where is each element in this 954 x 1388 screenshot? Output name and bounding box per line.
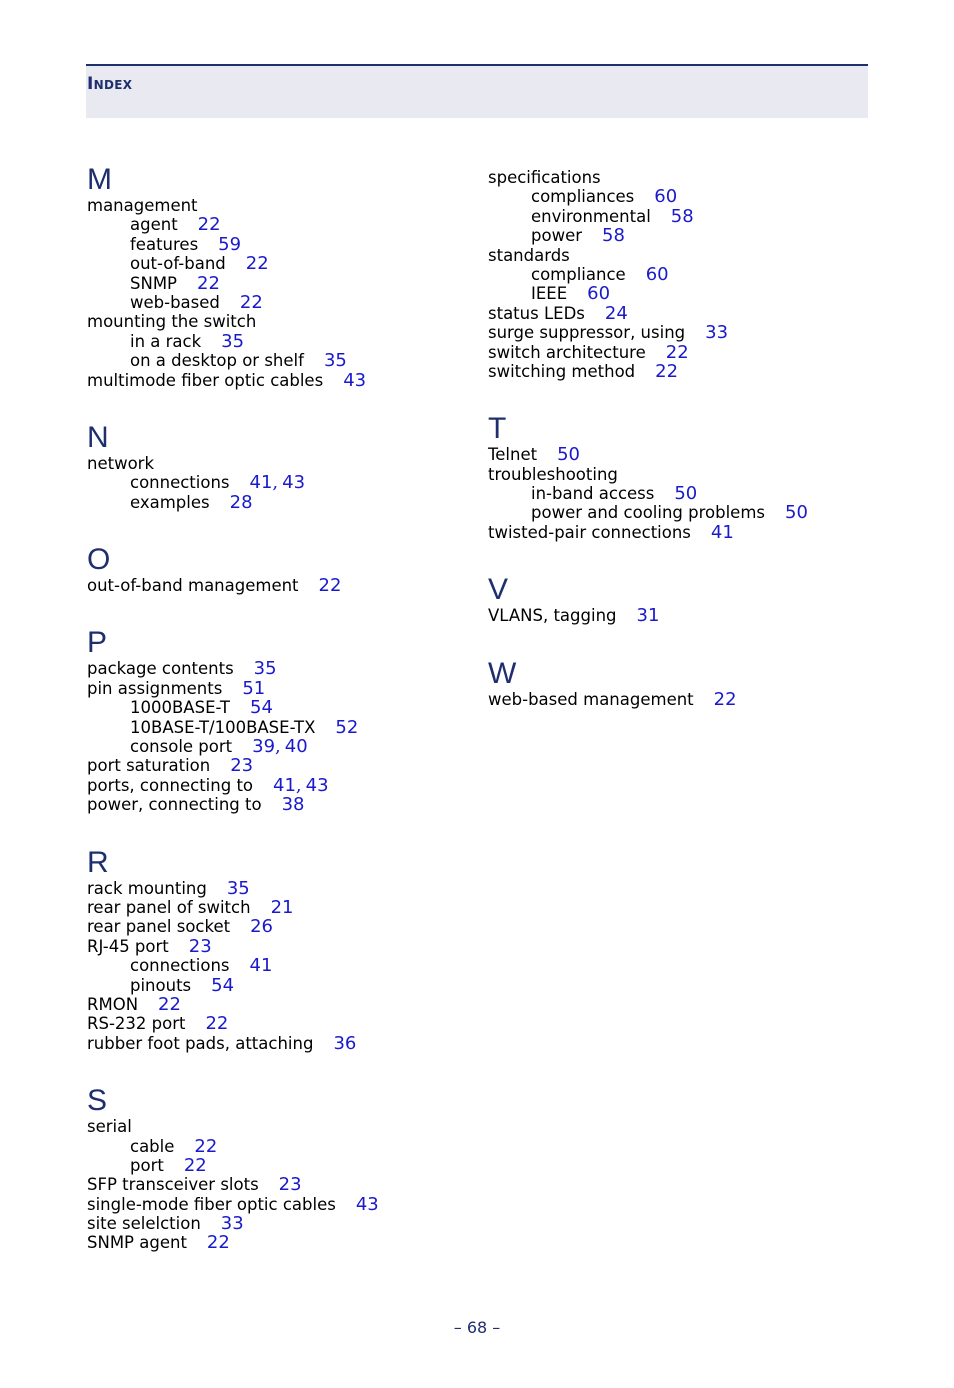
index-subentry: [488, 265, 868, 284]
index-subentry: [488, 484, 868, 503]
index-entry: [87, 454, 467, 473]
page-references: [230, 756, 253, 775]
index-entry: [87, 371, 467, 390]
entry-term: IEEE: [531, 284, 568, 304]
page-link[interactable]: 59: [218, 233, 242, 255]
entry-term: in-band access: [531, 484, 655, 504]
index-entry: [488, 690, 868, 709]
index-subentry: [87, 718, 467, 737]
entry-term: management: [87, 196, 198, 215]
entry-term: connections: [130, 473, 230, 493]
page-link[interactable]: 33: [220, 1213, 244, 1235]
page-references: [319, 576, 342, 595]
index-subentry: [87, 1156, 467, 1175]
page-link[interactable]: 22: [206, 1232, 230, 1254]
entry-term: standards: [488, 245, 570, 265]
page-link[interactable]: 43: [305, 774, 329, 796]
entry-term: rear panel of switch: [87, 897, 251, 917]
entry-term: environmental: [531, 206, 651, 226]
index-subentry: [87, 215, 467, 234]
page-link[interactable]: 26: [250, 916, 273, 938]
page-link[interactable]: 22: [194, 1135, 218, 1157]
entry-term: switching method: [488, 361, 636, 381]
page-references: [273, 776, 329, 795]
index-section: [488, 656, 868, 709]
page-link[interactable]: 22: [713, 688, 737, 710]
index-entry: [87, 756, 467, 775]
page-link[interactable]: 23: [230, 755, 254, 777]
index-entry: [87, 995, 467, 1014]
index-entry: [488, 362, 868, 381]
index-subentry: [87, 493, 467, 512]
page-link[interactable]: 35: [253, 658, 277, 680]
page-references: [714, 690, 737, 709]
index-subentry: [488, 503, 868, 522]
page-link[interactable]: 60: [654, 186, 678, 208]
entry-term: RS-232 port: [87, 1014, 186, 1034]
page-link[interactable]: 22: [239, 291, 263, 313]
page-references: [230, 493, 253, 512]
entry-term: web-based: [130, 292, 220, 312]
page-references: [227, 879, 250, 898]
index-entry: [488, 523, 868, 542]
page-link[interactable]: 39: [252, 736, 276, 758]
entry-term: ports, connecting to: [87, 775, 254, 795]
entry-term: console port: [130, 737, 233, 757]
page-references: [250, 698, 273, 717]
page-separator: ,: [272, 472, 279, 494]
index-subentry: [87, 254, 467, 273]
entry-term: twisted-pair connections: [488, 522, 691, 542]
page-references: [557, 445, 580, 464]
index-section: [488, 168, 868, 381]
page-references: [221, 1214, 244, 1233]
index-entry: [488, 606, 868, 625]
page-separator: ,: [275, 736, 281, 758]
index-subentry: [87, 698, 467, 717]
page-link[interactable]: 43: [282, 472, 306, 494]
page-references: [785, 503, 808, 522]
page-link[interactable]: 33: [705, 322, 729, 344]
index-entry: [87, 776, 467, 795]
page-references: [218, 235, 241, 254]
page-separator: ,: [295, 774, 302, 796]
entry-term: network: [87, 453, 155, 473]
entry-term: compliance: [531, 264, 626, 284]
page-references: [254, 659, 277, 678]
index-subentry: [87, 737, 467, 756]
page-references: [271, 898, 294, 917]
entry-term: SFP transceiver slots: [87, 1175, 259, 1195]
page-references: [158, 995, 181, 1014]
entry-term: Telnet: [488, 445, 538, 465]
page-link[interactable]: 36: [333, 1032, 357, 1054]
index-subentry: [87, 1137, 467, 1156]
index-entry: [87, 1014, 467, 1033]
index-header-title: Index: [87, 74, 133, 94]
entry-term: SNMP: [130, 273, 178, 293]
section-letter: O: [87, 543, 111, 577]
entry-term: out-of-band: [130, 254, 226, 274]
entry-term: status LEDs: [488, 303, 585, 323]
index-subentry: [87, 235, 467, 254]
entry-term: power, connecting to: [87, 795, 262, 815]
page-link[interactable]: 51: [242, 677, 266, 699]
section-letter: W: [488, 656, 517, 690]
page-link[interactable]: 40: [284, 736, 308, 758]
index-entry: [87, 937, 467, 956]
page-number: – 68 –: [453, 1318, 501, 1337]
index-entry: [87, 1117, 467, 1136]
page-references: [242, 679, 265, 698]
entry-term: troubleshooting: [488, 464, 618, 484]
index-subentry: [87, 274, 467, 293]
section-letter: P: [87, 626, 108, 660]
page-link[interactable]: 22: [205, 1013, 229, 1035]
index-entry: [488, 168, 868, 187]
page-link[interactable]: 41: [710, 521, 734, 543]
index-entry: [87, 1034, 467, 1053]
page-references: [666, 343, 689, 362]
index-entry: [87, 795, 467, 814]
page-references: [587, 284, 610, 303]
page-references: [194, 1137, 217, 1156]
entry-term: connections: [130, 956, 230, 976]
page-link[interactable]: 60: [587, 283, 611, 305]
page-link[interactable]: 24: [604, 302, 628, 324]
page-references: [205, 1014, 228, 1033]
entry-term: RJ-45 port: [87, 936, 169, 956]
index-entry: [87, 312, 467, 331]
index-entry: [87, 1175, 467, 1194]
entry-term: surge suppressor, using: [488, 323, 686, 343]
index-entry: [488, 323, 868, 342]
page-link[interactable]: 28: [229, 491, 253, 513]
page-link[interactable]: 43: [355, 1193, 379, 1215]
page-link[interactable]: 22: [197, 214, 221, 236]
page-link[interactable]: 22: [245, 253, 269, 275]
entry-term: 1000BASE-T: [130, 698, 231, 718]
entry-term: compliances: [531, 187, 635, 207]
entry-term: mounting the switch: [87, 312, 257, 332]
section-letter: V: [488, 573, 509, 607]
page-link[interactable]: 50: [674, 483, 698, 505]
index-entry: [87, 659, 467, 678]
entry-term: features: [130, 234, 199, 254]
index-entry: [87, 898, 467, 917]
page-link[interactable]: 50: [557, 444, 580, 466]
section-letter: N: [87, 420, 109, 454]
entry-term: out-of-band management: [87, 576, 299, 596]
entry-term: VLANS, tagging: [488, 606, 617, 626]
page-link[interactable]: 58: [670, 205, 694, 227]
entry-term: single-mode fiber optic cables: [87, 1194, 336, 1214]
index-subentry: [87, 976, 467, 995]
page-link[interactable]: 52: [335, 716, 359, 738]
entry-term: port saturation: [87, 756, 211, 776]
page-references: [211, 976, 234, 995]
page-link[interactable]: 31: [636, 605, 660, 627]
index-entry: [488, 465, 868, 484]
entry-term: rear panel socket: [87, 917, 231, 937]
index-section: [87, 845, 467, 1054]
index-section: [87, 1083, 467, 1253]
entry-term: serial: [87, 1117, 132, 1137]
page-references: [282, 795, 305, 814]
page-link[interactable]: 41: [249, 472, 273, 494]
index-subentry: [87, 473, 467, 492]
page-link[interactable]: 22: [655, 360, 679, 382]
page-references: [605, 304, 628, 323]
page-link[interactable]: 35: [226, 877, 250, 899]
page-link[interactable]: 22: [158, 993, 181, 1015]
page-link[interactable]: 38: [281, 794, 305, 816]
index-entry: [488, 304, 868, 323]
index-section: [87, 162, 467, 390]
page-references: [335, 718, 358, 737]
entry-term: multimode fiber optic cables: [87, 370, 324, 390]
entry-term: specifications: [488, 168, 601, 187]
index-header-bar: [86, 64, 868, 118]
page-link[interactable]: 41: [249, 955, 273, 977]
index-section: [87, 420, 467, 512]
index-subentry: [87, 332, 467, 351]
index-entry: [87, 679, 467, 698]
index-subentry: [488, 226, 868, 245]
entry-term: switch architecture: [488, 342, 646, 362]
entry-term: examples: [130, 492, 210, 512]
page-references: [240, 293, 263, 312]
entry-term: pin assignments: [87, 678, 223, 698]
page-references: [250, 917, 273, 936]
section-letter: M: [87, 163, 112, 196]
page-references: [250, 473, 306, 492]
page-link[interactable]: 58: [602, 225, 625, 247]
entry-term: 10BASE-T/100BASE-TX: [130, 717, 316, 737]
page-references: [221, 332, 244, 351]
page-references: [674, 484, 697, 503]
page-link[interactable]: 54: [211, 974, 235, 996]
index-entry: [87, 879, 467, 898]
entry-term: power and cooling problems: [531, 503, 766, 523]
index-entry: [87, 1233, 467, 1252]
page-references: [184, 1156, 207, 1175]
page-references: [246, 254, 269, 273]
index-entry: [488, 246, 868, 265]
entry-term: site selelction: [87, 1214, 201, 1234]
page-link[interactable]: 22: [197, 272, 220, 294]
page-references: [343, 371, 366, 390]
entry-term: rubber foot pads, attaching: [87, 1033, 314, 1053]
page-references: [671, 207, 694, 226]
page-link[interactable]: 43: [343, 369, 367, 391]
page-references: [602, 226, 625, 245]
page-link[interactable]: 21: [270, 896, 294, 918]
index-section: [87, 625, 467, 814]
entry-term: power: [531, 226, 582, 246]
page-references: [207, 1233, 230, 1252]
entry-term: cable: [130, 1136, 175, 1156]
page-references: [197, 274, 220, 293]
entry-term: pinouts: [130, 975, 192, 995]
page-references: [333, 1034, 356, 1053]
index-section: [488, 411, 868, 542]
page-link[interactable]: 35: [221, 330, 245, 352]
entry-term: on a desktop or shelf: [130, 351, 304, 371]
page-references: [637, 606, 660, 625]
entry-term: RMON: [87, 994, 139, 1014]
page-references: [356, 1195, 379, 1214]
index-entry: [488, 343, 868, 362]
page-references: [279, 1175, 302, 1194]
page-references: [705, 323, 728, 342]
index-entry: [87, 196, 467, 215]
page-references: [646, 265, 669, 284]
page-link[interactable]: 50: [785, 502, 808, 524]
index-section: [87, 542, 467, 595]
entry-term: rack mounting: [87, 878, 207, 898]
section-letter: R: [87, 845, 109, 879]
section-letter: T: [488, 412, 507, 446]
entry-term: package contents: [87, 659, 234, 679]
index-entry: [87, 1195, 467, 1214]
section-letter: S: [87, 1084, 108, 1118]
page-references: [655, 362, 678, 381]
index-entry: [488, 445, 868, 464]
page-references: [189, 937, 212, 956]
page-references: [252, 737, 308, 756]
page-references: [324, 351, 347, 370]
page-link[interactable]: 22: [183, 1154, 207, 1176]
index-entry: [87, 917, 467, 936]
page-link[interactable]: 23: [188, 935, 212, 957]
entry-term: SNMP agent: [87, 1233, 187, 1253]
index-subentry: [488, 284, 868, 303]
entry-term: agent: [130, 215, 178, 235]
page-link[interactable]: 41: [273, 774, 296, 796]
index-subentry: [488, 207, 868, 226]
page-link[interactable]: 60: [645, 263, 669, 285]
page-link[interactable]: 54: [250, 697, 273, 719]
page-link[interactable]: 23: [278, 1174, 302, 1196]
page-references: [654, 187, 677, 206]
index-column-left: [87, 162, 467, 1283]
index-subentry: [87, 351, 467, 370]
page-link[interactable]: 22: [318, 575, 342, 597]
entry-term: port: [130, 1155, 164, 1175]
page-references: [250, 956, 273, 975]
index-column-right: [488, 168, 868, 739]
index-subentry: [488, 187, 868, 206]
index-subentry: [87, 956, 467, 975]
index-entry: [87, 1214, 467, 1233]
index-section: [488, 572, 868, 625]
page-references: [198, 215, 221, 234]
index-entry: [87, 576, 467, 595]
entry-term: in a rack: [130, 331, 202, 351]
entry-term: web-based management: [488, 689, 694, 709]
index-subentry: [87, 293, 467, 312]
page-link[interactable]: 35: [323, 350, 347, 372]
page-references: [711, 523, 734, 542]
page-link[interactable]: 22: [665, 341, 689, 363]
